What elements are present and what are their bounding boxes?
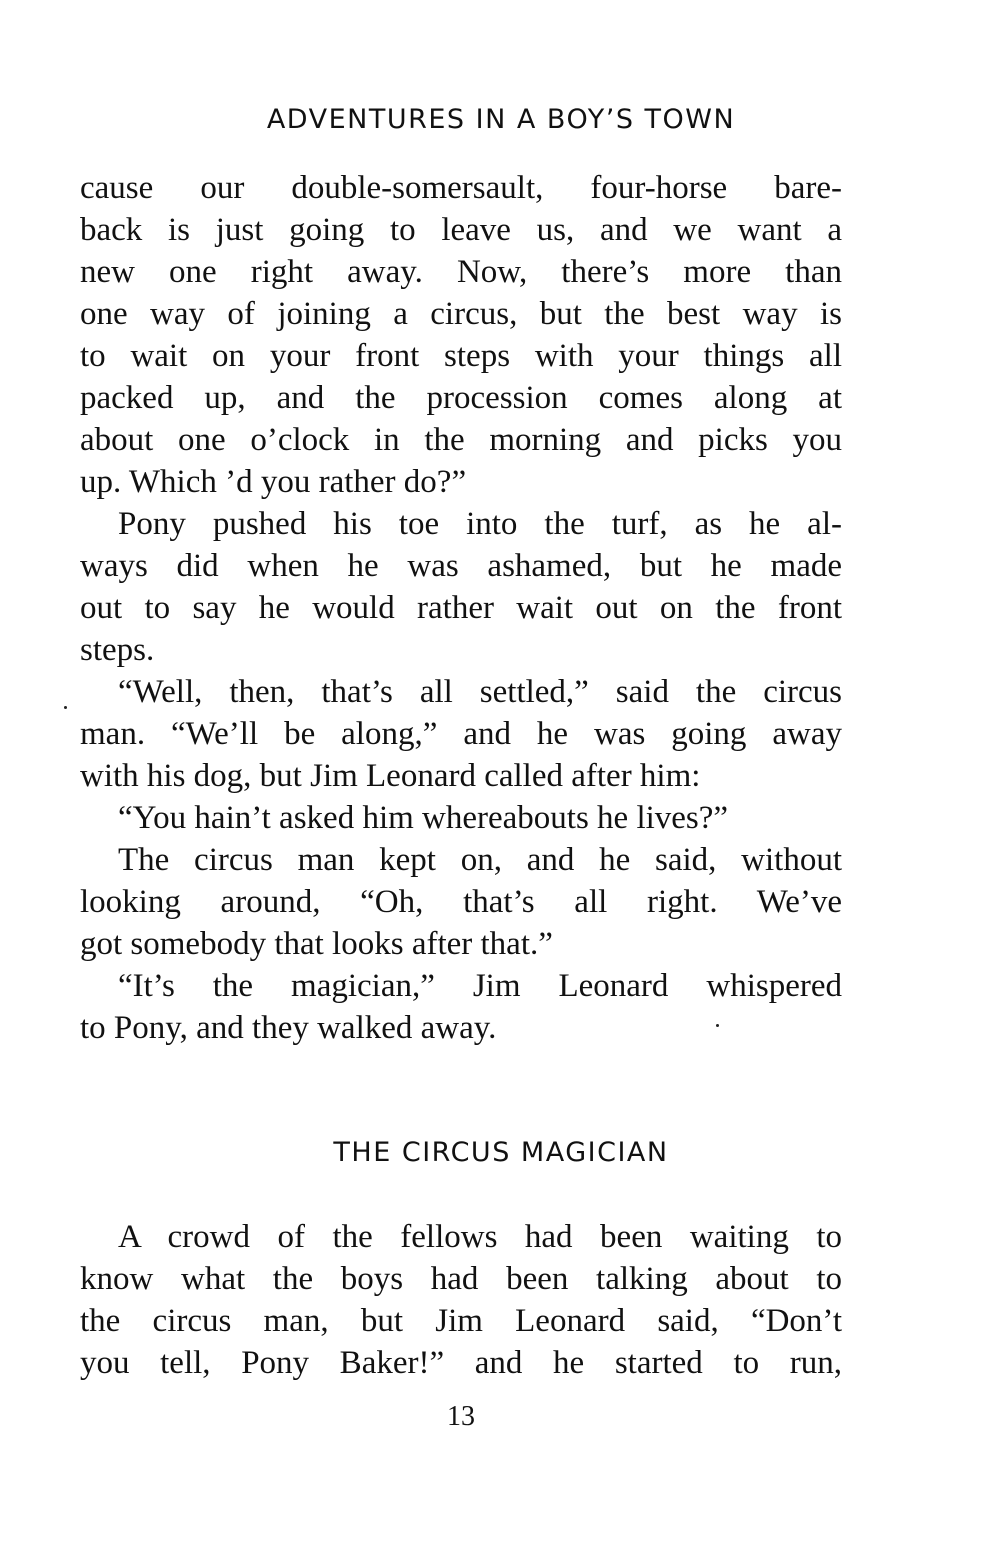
text-line: you tell, Pony Baker!” and he started to run, xyxy=(80,1345,842,1381)
text-line: man. “We’ll be along,” and he was going away xyxy=(80,716,842,752)
text-line: looking around, “Oh, that’s all right. We’ve xyxy=(80,884,842,920)
text-line: The circus man kept on, and he said, without xyxy=(118,842,842,878)
text-line: A crowd of the fellows had been waiting to xyxy=(118,1219,842,1255)
text-line: the circus man, but Jim Leonard said, “Don’t xyxy=(80,1303,842,1339)
running-head: ADVENTURES IN A BOY’S TOWN xyxy=(266,104,736,135)
print-speck xyxy=(64,706,67,709)
text-line: about one o’clock in the morning and picks you xyxy=(80,422,842,458)
page-number: 13 xyxy=(447,1401,475,1432)
text-line: with his dog, but Jim Leonard called after him: xyxy=(80,758,701,794)
text-line: got somebody that looks after that.” xyxy=(80,926,553,962)
text-line: “It’s the magician,” Jim Leonard whispered xyxy=(118,968,842,1004)
text-line: one way of joining a circus, but the best way is xyxy=(80,296,842,332)
text-line: steps. xyxy=(80,632,155,668)
text-line: new one right away. Now, there’s more than xyxy=(80,254,842,290)
section-heading: THE CIRCUS MAGICIAN xyxy=(333,1137,669,1168)
text-line: back is just going to leave us, and we want a xyxy=(80,212,842,248)
text-line: to wait on your front steps with your things all xyxy=(80,338,842,374)
text-line: “Well, then, that’s all settled,” said the circus xyxy=(118,674,842,710)
text-line: ways did when he was ashamed, but he made xyxy=(80,548,842,584)
text-line: “You hain’t asked him whereabouts he lives?” xyxy=(118,800,729,836)
text-line: to Pony, and they walked away. xyxy=(80,1010,497,1046)
text-line: Pony pushed his toe into the turf, as he al- xyxy=(118,506,842,542)
text-line: up. Which ’d you rather do?” xyxy=(80,464,467,500)
body-text xyxy=(80,167,842,1049)
text-line: packed up, and the procession comes along at xyxy=(80,380,842,416)
print-speck xyxy=(716,1024,719,1027)
text-line: cause our double-somersault, four-horse bare- xyxy=(80,170,842,206)
text-line: out to say he would rather wait out on the front xyxy=(80,590,842,626)
text-line: know what the boys had been talking about to xyxy=(80,1261,842,1297)
section-text xyxy=(80,1216,842,1384)
